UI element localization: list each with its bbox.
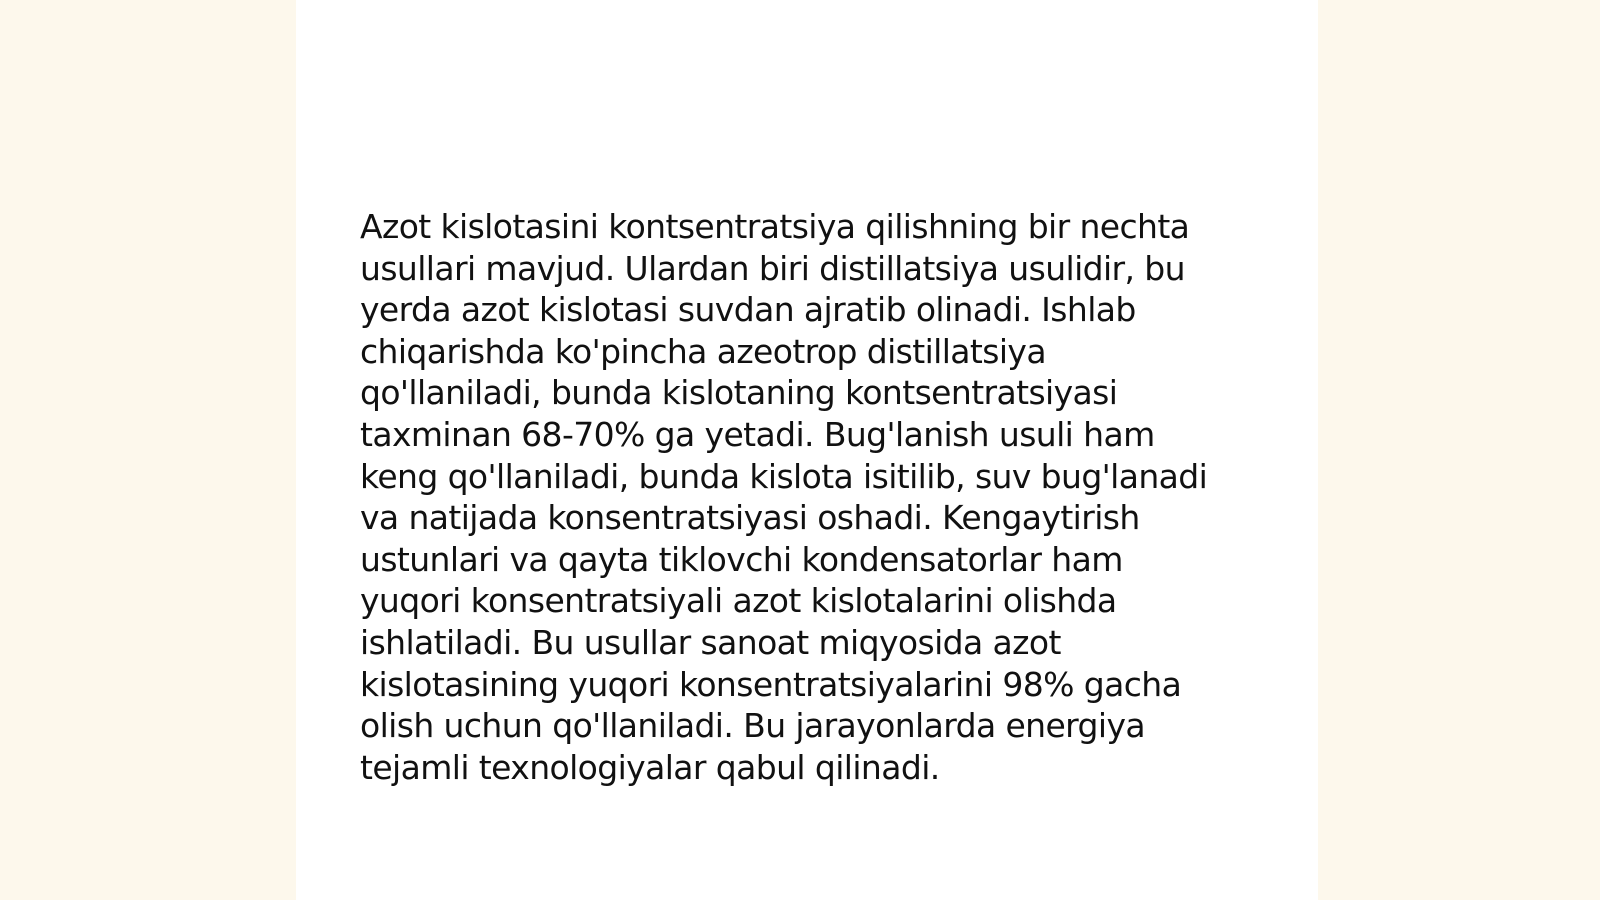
slide-paragraph bbox=[360, 206, 1260, 788]
slide bbox=[296, 0, 1318, 900]
paragraph-line: yerda azot kislotasi suvdan ajratib olinadi. Ishlab bbox=[360, 290, 1136, 330]
paragraph-line: qo'llaniladi, bunda kislotaning kontsentratsiyasi bbox=[360, 373, 1118, 413]
paragraph-line: yuqori konsentratsiyali azot kislotalarini olishda bbox=[360, 581, 1117, 621]
paragraph-line: olish uchun qo'llaniladi. Bu jarayonlarda energiya bbox=[360, 706, 1146, 746]
paragraph-line: keng qo'llaniladi, bunda kislota isitilib, suv bug'lanadi bbox=[360, 456, 1208, 496]
paragraph-line: usullari mavjud. Ulardan biri distillatsiya usulidir, bu bbox=[360, 248, 1185, 288]
paragraph-line: chiqarishda ko'pincha azeotrop distillatsiya bbox=[360, 331, 1046, 371]
paragraph-line: kislotasining yuqori konsentratsiyalarini 98% gacha bbox=[360, 664, 1182, 704]
paragraph-line: taxminan 68-70% ga yetadi. Bug'lanish usuli ham bbox=[360, 414, 1155, 454]
paragraph-line: tejamli texnologiyalar qabul qilinadi. bbox=[360, 747, 940, 787]
paragraph-line: ustunlari va qayta tiklovchi kondensatorlar ham bbox=[360, 539, 1123, 579]
paragraph-line: va natijada konsentratsiyasi oshadi. Kengaytirish bbox=[360, 498, 1140, 538]
paragraph-line: Azot kislotasini kontsentratsiya qilishning bir nechta bbox=[360, 207, 1190, 246]
paragraph-line: ishlatiladi. Bu usullar sanoat miqyosida azot bbox=[360, 622, 1061, 662]
